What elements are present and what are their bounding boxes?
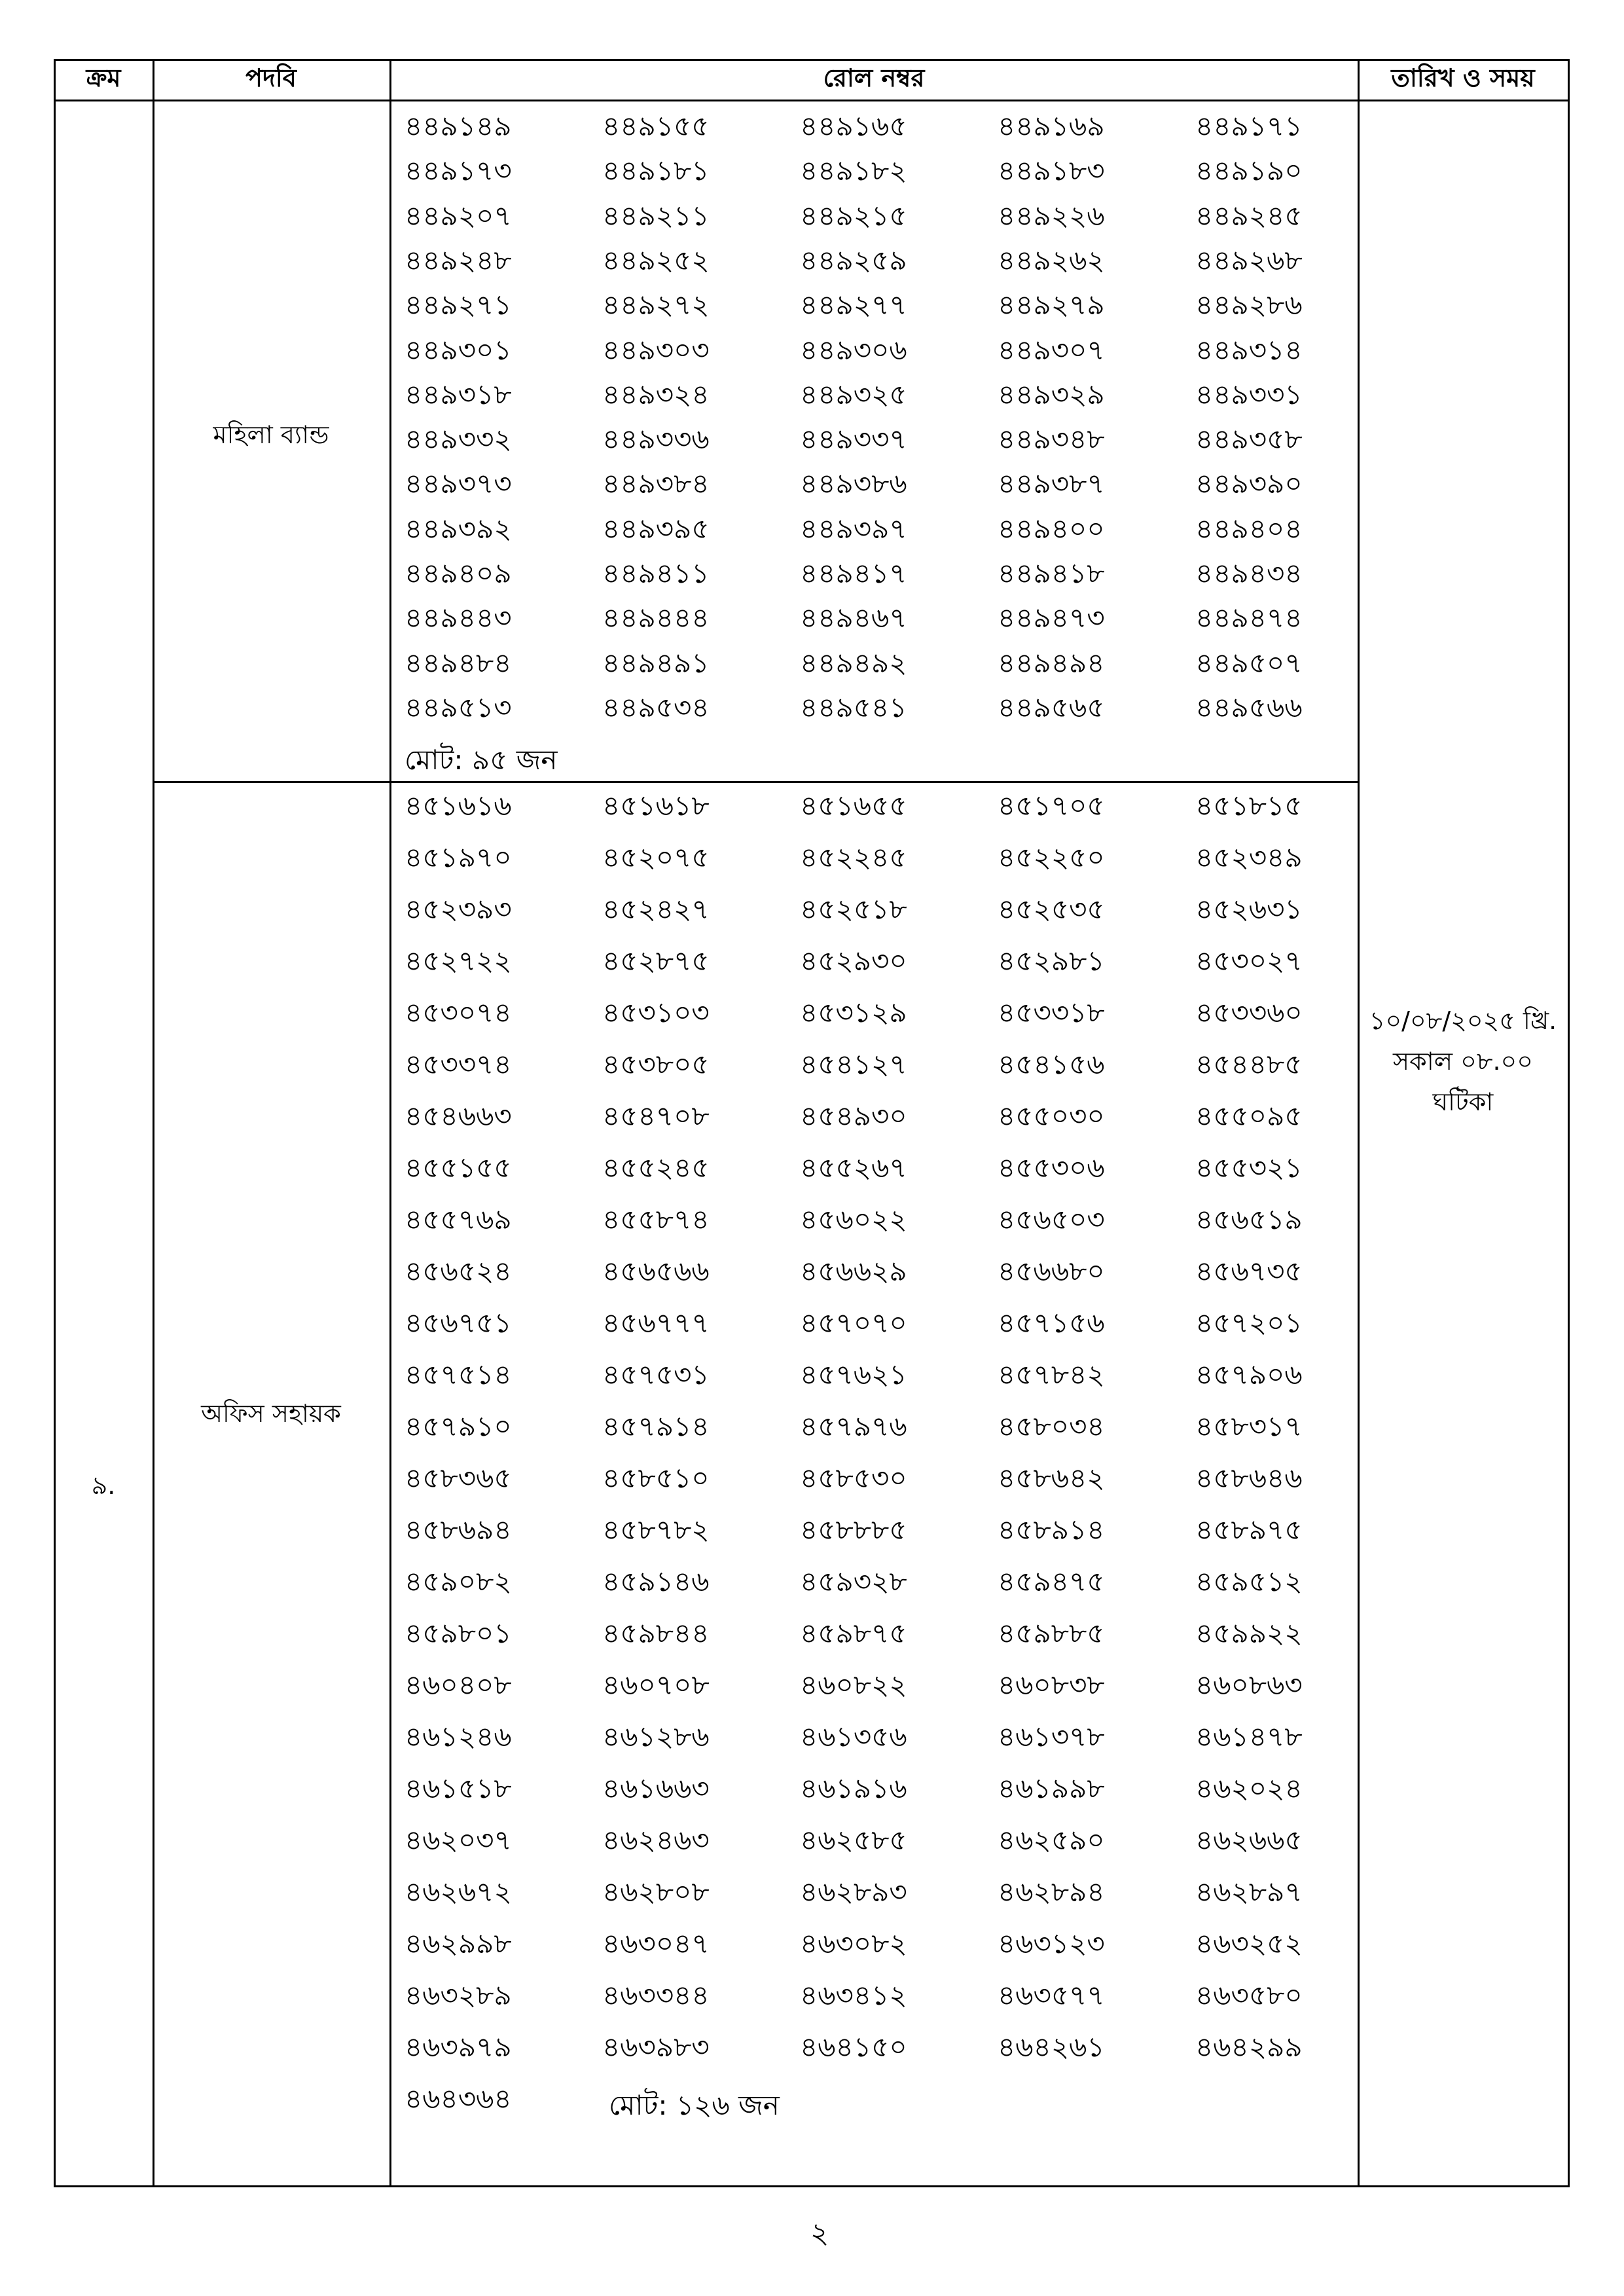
roll-number: ৪৫৬৭৭৭	[602, 1307, 710, 1339]
roll-number: ৪৪৯৫৪১	[800, 691, 907, 723]
total-group2: মোট: ১২৬ জন	[609, 2089, 780, 2121]
roll-number: ৪৬৪১৫০	[800, 2031, 907, 2063]
roll-number: ৪৪৯৫৬৬	[1195, 691, 1303, 723]
roll-number: ৪৬৩২৫২	[1195, 1927, 1303, 1959]
roll-number: ৪৫৮৭৮২	[602, 1514, 710, 1546]
roll-number: ৪৪৯৪৮৪	[405, 646, 512, 679]
header-serial: ক্রম	[86, 64, 121, 92]
roll-number: ৪৫৬৭৫১	[405, 1307, 512, 1339]
roll-number: ৪৪৯৩৮৪	[602, 467, 710, 500]
roll-number: ৪৫৪১৫৬	[998, 1048, 1105, 1080]
exam-time: সকাল ০৮.০০	[1393, 1047, 1533, 1076]
roll-number: ৪৪৯৪৭৪	[1195, 602, 1303, 634]
roll-number: ৪৪৯২১৫	[800, 199, 907, 232]
roll-number: ৪৬৩০৮২	[800, 1927, 907, 1959]
roll-number: ৪৪৯১৮৩	[998, 155, 1105, 187]
roll-number: ৪৫২৯৩০	[800, 945, 907, 977]
roll-number: ৪৫৪৯৩০	[800, 1100, 907, 1132]
roll-number: ৪৬১২৮৬	[602, 1721, 710, 1753]
roll-number: ৪৪৯২০৭	[405, 199, 512, 232]
roll-number: ৪৫১৭০৫	[998, 790, 1105, 822]
roll-number: ৪৪৯৩০৬	[800, 333, 907, 366]
roll-number: ৪৫৩৩১৮	[998, 996, 1105, 1029]
roll-number: ৪৪৯২৬৮	[1195, 244, 1303, 276]
roll-number: ৪৪৯২৪৫	[1195, 199, 1303, 232]
table-border-left	[54, 59, 56, 2187]
roll-number: ৪৫৯৮৮৫	[998, 1617, 1105, 1649]
roll-number: ৪৬২৯৯৮	[405, 1927, 512, 1959]
roll-number: ৪৫৯৪৭৫	[998, 1565, 1105, 1597]
roll-number: ৪৪৯৪৯১	[602, 646, 710, 679]
roll-number: ৪৬০৮২২	[800, 1669, 907, 1701]
roll-number: ৪৫৬০২২	[800, 1203, 907, 1235]
roll-number: ৪৬২৬৬৫	[1195, 1824, 1303, 1856]
roll-number: ৪৪৯৩৩৭	[800, 423, 907, 456]
roll-number: ৪৫৩৮০৫	[602, 1048, 710, 1080]
roll-number: ৪৫৪৪৮৫	[1195, 1048, 1303, 1080]
roll-number: ৪৪৯২৮৬	[1195, 289, 1303, 321]
roll-number: ৪৫৩০৭৪	[405, 996, 512, 1029]
post-mohila-band: মহিলা ব্যান্ড	[213, 420, 329, 449]
table-border-top	[54, 59, 1570, 61]
roll-number: ৪৪৯১৯০	[1195, 155, 1303, 187]
roll-number: ৪৫৮৯১৪	[998, 1514, 1105, 1546]
roll-number: ৪৫১৯৭০	[405, 841, 512, 873]
roll-number: ৪৫৫৩২১	[1195, 1152, 1303, 1184]
roll-number: ৪৫৬৬৮০	[998, 1255, 1105, 1287]
roll-number: ৪৪৯৩১৪	[1195, 333, 1303, 366]
roll-number: ৪৫৭২০১	[1195, 1307, 1303, 1339]
roll-number: ৪৪৯৩৫৮	[1195, 423, 1303, 456]
roll-number: ৪৫৯০৮২	[405, 1565, 512, 1597]
roll-number: ৪৫৩৩৭৪	[405, 1048, 512, 1080]
roll-number: ৪৪৯৫১৩	[405, 691, 512, 723]
roll-number: ৪৫৭৯৭৬	[800, 1410, 907, 1442]
roll-number: ৪৪৯৪৪৩	[405, 602, 512, 634]
roll-number: ৪৫৫২৪৫	[602, 1152, 710, 1184]
roll-number: ৪৫৩৩৬০	[1195, 996, 1303, 1029]
header-datetime: তারিখ ও সময়	[1391, 64, 1535, 92]
roll-number: ৪৫২০৭৫	[602, 841, 710, 873]
roll-number: ৪৪৯১৭১	[1195, 110, 1303, 142]
roll-number: ৪৫৯৫১২	[1195, 1565, 1303, 1597]
roll-number: ৪৪৯৩৯৫	[602, 512, 710, 545]
roll-number: ৪৬১৪৭৮	[1195, 1721, 1303, 1753]
roll-number: ৪৪৯৪৪৪	[602, 602, 710, 634]
roll-number: ৪৬১৫১৮	[405, 1772, 512, 1804]
roll-number: ৪৫৮০৩৪	[998, 1410, 1105, 1442]
header-roll: রোল নম্বর	[823, 64, 925, 92]
roll-number: ৪৪৯৩২৪	[602, 378, 710, 410]
roll-number: ৪৪৯৫৬৫	[998, 691, 1105, 723]
roll-number: ৪৫৬৭৩৫	[1195, 1255, 1303, 1287]
roll-number: ৪৬৩৪১২	[800, 1979, 907, 2011]
roll-number: ৪৬২৮৯৭	[1195, 1876, 1303, 1908]
roll-number: ৪৫৫৩০৬	[998, 1152, 1105, 1184]
roll-number: ৪৫৩০২৭	[1195, 945, 1303, 977]
roll-number: ৪৪৯৪৬৭	[800, 602, 907, 634]
roll-number: ৪৬২০২৪	[1195, 1772, 1303, 1804]
roll-number: ৪৫৭১৫৬	[998, 1307, 1105, 1339]
roll-number: ৪৫৮৫৩০	[800, 1462, 907, 1494]
roll-number: ৪৪৯৪৯৪	[998, 646, 1105, 679]
roll-number: ৪৪৯৪১৮	[998, 557, 1105, 589]
table-border-right	[1568, 59, 1570, 2187]
roll-number: ৪৪৯৩০৭	[998, 333, 1105, 366]
roll-number: ৪৬৩৫৭৭	[998, 1979, 1105, 2011]
roll-number: ৪৬১৩৭৮	[998, 1721, 1105, 1753]
roll-number: ৪৪৯৪১৭	[800, 557, 907, 589]
roll-number: ৪৬২৪৬৩	[602, 1824, 710, 1856]
roll-number: ৪৫২৩৯৩	[405, 893, 512, 925]
roll-number: ৪৬২৫৯০	[998, 1824, 1105, 1856]
roll-number: ৪৫৯৯২২	[1195, 1617, 1303, 1649]
roll-number: ৪৫৫২৬৭	[800, 1152, 907, 1184]
roll-number: ৪৬০৪০৮	[405, 1669, 512, 1701]
roll-number: ৪৪৯৩৩১	[1195, 378, 1303, 410]
roll-number: ৪৬৩৫৮০	[1195, 1979, 1303, 2011]
roll-number: ৪৪৯৩২৯	[998, 378, 1105, 410]
roll-number: ৪৫৩১২৯	[800, 996, 907, 1029]
roll-number: ৪৫৯৮০১	[405, 1617, 512, 1649]
roll-number: ৪৬২৮৯৩	[800, 1876, 907, 1908]
roll-number: ৪৫১৬১৮	[602, 790, 710, 822]
roll-number: ৪৫২২৪৫	[800, 841, 907, 873]
group-divider	[153, 781, 1360, 783]
roll-number: ৪৪৯১৫৫	[602, 110, 710, 142]
roll-number: ৪৬৩১২৩	[998, 1927, 1105, 1959]
roll-number: ৪৪৯৩০১	[405, 333, 512, 366]
post-office-assistant: অফিস সহায়ক	[201, 1399, 341, 1428]
roll-number: ৪৫৬৬২৯	[800, 1255, 907, 1287]
roll-number: ৪৪৯৩১৮	[405, 378, 512, 410]
header-post: পদবি	[245, 64, 297, 92]
roll-number: ৪৬৩২৮৯	[405, 1979, 512, 2011]
header-divider	[54, 100, 1570, 101]
roll-number: ৪৪৯২২৬	[998, 199, 1105, 232]
roll-number: ৪৪৯২৭২	[602, 289, 710, 321]
roll-number: ৪৫২৬৩১	[1195, 893, 1303, 925]
roll-number: ৪৬১৯১৬	[800, 1772, 907, 1804]
roll-number: ৪৫৮৩৬৫	[405, 1462, 512, 1494]
roll-number: ৪৪৯৪০০	[998, 512, 1105, 545]
roll-number: ৪৪৯৩৩২	[405, 423, 512, 456]
roll-number: ৪৫৮৯৭৫	[1195, 1514, 1303, 1546]
roll-number: ৪৫৮৬৯৪	[405, 1514, 512, 1546]
roll-number: ৪৫৬৫১৯	[1195, 1203, 1303, 1235]
roll-number: ৪৫৯৮৭৫	[800, 1617, 907, 1649]
page-number: ২	[810, 2217, 829, 2250]
roll-number: ৪৫১৮১৫	[1195, 790, 1303, 822]
roll-number: ৪৪৯৪৯২	[800, 646, 907, 679]
roll-number: ৪৫৮৩১৭	[1195, 1410, 1303, 1442]
roll-number: ৪৫৭৯১০	[405, 1410, 512, 1442]
column-divider-roll	[389, 59, 391, 2187]
roll-number: ৪৬৩৯৮৩	[602, 2031, 710, 2063]
roll-number: ৪৫৯৮৪৪	[602, 1617, 710, 1649]
roll-number: ৪৫২৮৭৫	[602, 945, 710, 977]
roll-number: ৪৪৯২৫২	[602, 244, 710, 276]
roll-number: ৪৪৯১৮২	[800, 155, 907, 187]
roll-number: ৪৫৭৬২১	[800, 1358, 907, 1391]
roll-number: ৪৪৯২৭৭	[800, 289, 907, 321]
roll-number: ৪৪৯২৪৮	[405, 244, 512, 276]
roll-number: ৪৪৯৩৮৬	[800, 467, 907, 500]
roll-number: ৪৪৯৩৮৭	[998, 467, 1105, 500]
roll-number: ৪৫৮৫১০	[602, 1462, 710, 1494]
roll-number: ৪৪৯৩৯৭	[800, 512, 907, 545]
roll-number: ৪৬২৮৯৪	[998, 1876, 1105, 1908]
roll-number: ৪৬১৩৫৬	[800, 1721, 907, 1753]
roll-number: ৪৪৯২৭১	[405, 289, 512, 321]
roll-number: ৪৬৪২৬১	[998, 2031, 1105, 2063]
roll-number: ৪৫১৬১৬	[405, 790, 512, 822]
roll-number: ৪৪৯৪৭৩	[998, 602, 1105, 634]
roll-number: ৪৪৯৩৯০	[1195, 467, 1303, 500]
roll-number: ৪৪৯২১১	[602, 199, 710, 232]
total-group1: মোট: ৯৫ জন	[405, 744, 558, 776]
roll-number: ৪৫৫১৫৫	[405, 1152, 512, 1184]
roll-number: ৪৬২৫৮৫	[800, 1824, 907, 1856]
roll-number: ৪৫২৫১৮	[800, 893, 907, 925]
roll-number: ৪৪৯২৫৯	[800, 244, 907, 276]
roll-number: ৪৬৩০৪৭	[602, 1927, 710, 1959]
column-divider-post	[153, 59, 154, 2187]
roll-number: ৪৬২৮০৮	[602, 1876, 710, 1908]
column-divider-datetime	[1358, 59, 1360, 2187]
roll-number: ৪৫৪৬৬৩	[405, 1100, 512, 1132]
roll-number: ৪৪৯১৮১	[602, 155, 710, 187]
roll-number: ৪৬৪৩৬৪	[405, 2083, 512, 2115]
roll-number: ৪৫৮৬৪২	[998, 1462, 1105, 1494]
roll-number: ৪৪৯৩৩৬	[602, 423, 710, 456]
roll-number: ৪৫৮৬৪৬	[1195, 1462, 1303, 1494]
roll-number: ৪৫৭০৭০	[800, 1307, 907, 1339]
roll-number: ৪৫৬৫৬৬	[602, 1255, 710, 1287]
roll-number: ৪৪৯১৬৯	[998, 110, 1105, 142]
roll-number: ৪৫৭৯১৪	[602, 1410, 710, 1442]
roll-number: ৪৫৫৮৭৪	[602, 1203, 710, 1235]
roll-number: ৪৬১৯৯৮	[998, 1772, 1105, 1804]
roll-number: ৪৪৯১৭৩	[405, 155, 512, 187]
exam-date: ১০/০৮/২০২৫ খ্রি.	[1369, 1006, 1557, 1035]
roll-number: ৪৪৯৪৩৪	[1195, 557, 1303, 589]
roll-number: ৪৫১৬৫৫	[800, 790, 907, 822]
roll-number: ৪৪৯৩২৫	[800, 378, 907, 410]
roll-number: ৪৫৫৭৬৯	[405, 1203, 512, 1235]
table-border-bottom	[54, 2185, 1570, 2187]
roll-number: ৪৪৯৫০৭	[1195, 646, 1303, 679]
roll-number: ৪৬০৮৬৩	[1195, 1669, 1303, 1701]
roll-number: ৪৪৯১৬৫	[800, 110, 907, 142]
roll-number: ৪৫৬৫২৪	[405, 1255, 512, 1287]
roll-number: ৪৪৯২৭৯	[998, 289, 1105, 321]
roll-number: ৪৫২৪২৭	[602, 893, 710, 925]
roll-number: ৪৫৭৯০৬	[1195, 1358, 1303, 1391]
roll-number: ৪৪৯৪১১	[602, 557, 710, 589]
roll-number: ৪৫২৩৪৯	[1195, 841, 1303, 873]
roll-number: ৪৫২৫৩৫	[998, 893, 1105, 925]
roll-number: ৪৪৯৪০৪	[1195, 512, 1303, 545]
roll-number: ৪৬১২৪৬	[405, 1721, 512, 1753]
roll-number: ৪৬২০৩৭	[405, 1824, 512, 1856]
roll-number: ৪৫২২৫০	[998, 841, 1105, 873]
roll-number: ৪৪৯১৪৯	[405, 110, 512, 142]
roll-number: ৪৬১৬৬৩	[602, 1772, 710, 1804]
roll-number: ৪৬৩৩৪৪	[602, 1979, 710, 2011]
roll-number: ৪৪৯৩৪৮	[998, 423, 1105, 456]
roll-number: ৪৫৭৮৪২	[998, 1358, 1105, 1391]
roll-number: ৪৪৯৩৯২	[405, 512, 512, 545]
roll-number: ৪৫৩১০৩	[602, 996, 710, 1029]
roll-number: ৪৫৯৩২৮	[800, 1565, 907, 1597]
roll-number: ৪৬০৮৩৮	[998, 1669, 1105, 1701]
roll-number: ৪৫৬৫০৩	[998, 1203, 1105, 1235]
roll-number: ৪৪৯৩৭৩	[405, 467, 512, 500]
roll-number: ৪৫৮৮৮৫	[800, 1514, 907, 1546]
roll-number: ৪৫২৯৮১	[998, 945, 1105, 977]
roll-number: ৪৬৩৯৭৯	[405, 2031, 512, 2063]
serial-number: ৯.	[91, 1471, 116, 1500]
roll-number: ৪৫২৭২২	[405, 945, 512, 977]
roll-number: ৪৫৫০৩০	[998, 1100, 1105, 1132]
roll-number: ৪৫৭৫১৪	[405, 1358, 512, 1391]
roll-number: ৪৫৪১২৭	[800, 1048, 907, 1080]
roll-number: ৪৬০৭০৮	[602, 1669, 710, 1701]
roll-number: ৪৬২৬৭২	[405, 1876, 512, 1908]
exam-time-unit: ঘটিকা	[1432, 1087, 1494, 1116]
roll-number: ৪৪৯৩০৩	[602, 333, 710, 366]
roll-number: ৪৫৭৫৩১	[602, 1358, 710, 1391]
roll-number: ৪৪৯৫৩৪	[602, 691, 710, 723]
roll-number: ৪৪৯২৬২	[998, 244, 1105, 276]
roll-number: ৪৪৯৪০৯	[405, 557, 512, 589]
roll-number: ৪৫৫০৯৫	[1195, 1100, 1303, 1132]
roll-number: ৪৫৪৭০৮	[602, 1100, 710, 1132]
roll-number: ৪৫৯১৪৬	[602, 1565, 710, 1597]
roll-number: ৪৬৪২৯৯	[1195, 2031, 1303, 2063]
